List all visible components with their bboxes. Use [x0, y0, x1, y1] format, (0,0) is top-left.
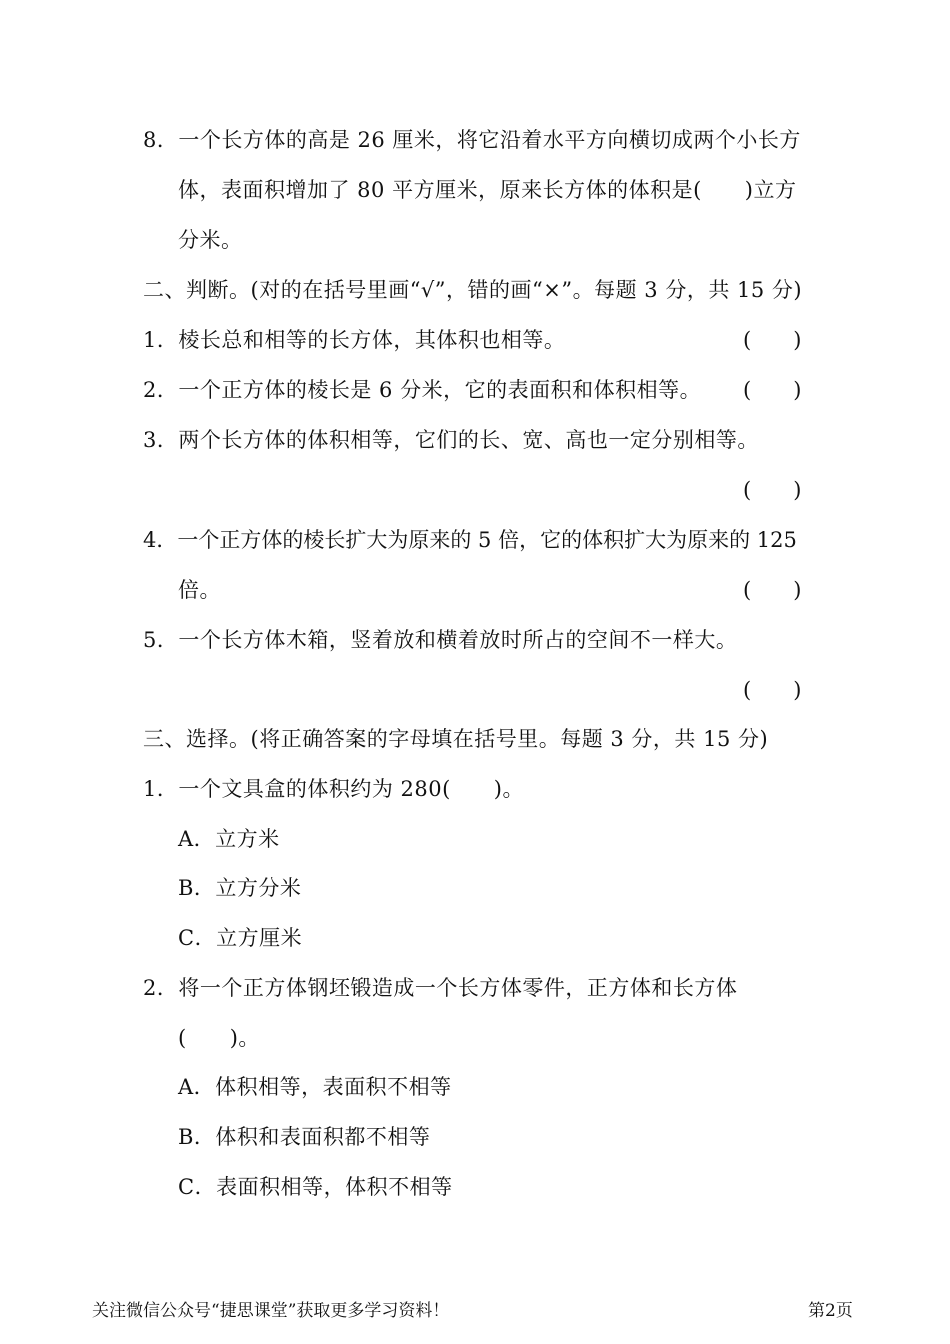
judge-item-2: 2．一个正方体的棱长是 6 分米，它的表面积和体积相等。: [143, 378, 702, 402]
answer-paren-1[interactable]: ( ): [743, 328, 802, 352]
judge-item-3: 3．两个长方体的体积相等，它们的长、宽、高也一定分别相等。: [143, 428, 759, 452]
page-number: 第2页: [808, 1301, 853, 1321]
answer-paren-3[interactable]: ( ): [743, 478, 802, 502]
choice-q1-option-c[interactable]: C．立方厘米: [178, 926, 303, 950]
answer-paren-4[interactable]: ( ): [743, 578, 802, 602]
judge-item-4-cont: 倍。: [178, 578, 221, 602]
choice-q2-option-a[interactable]: A．体积相等，表面积不相等: [178, 1075, 452, 1099]
section2-heading: 二、判断。(对的在括号里画“√”，错的画“×”。每题 3 分，共 15 分): [143, 278, 803, 302]
answer-paren-5[interactable]: ( ): [743, 678, 802, 702]
choice-q2-option-b[interactable]: B．体积和表面积都不相等: [178, 1125, 431, 1149]
choice-q1-option-b[interactable]: B．立方分米: [178, 876, 302, 900]
section3-heading: 三、选择。(将正确答案的字母填在括号里。每题 3 分，共 15 分): [143, 727, 769, 751]
judge-item-1: 1．棱长总和相等的长方体，其体积也相等。: [143, 328, 566, 352]
choice-q2-stem: 2．将一个正方体钢坯锻造成一个长方体零件，正方体和长方体: [143, 976, 738, 1000]
choice-q1-stem: 1．一个文具盒的体积约为 280( )。: [143, 777, 525, 801]
judge-item-4: 4．一个正方体的棱长扩大为原来的 5 倍，它的体积扩大为原来的 125: [143, 528, 797, 552]
choice-q2-stem-cont: ( )。: [178, 1026, 260, 1050]
choice-q1-option-a[interactable]: A．立方米: [178, 827, 280, 851]
q8-line-3: 分米。: [178, 228, 243, 252]
judge-item-5: 5．一个长方体木箱，竖着放和横着放时所占的空间不一样大。: [143, 628, 738, 652]
q8-line-2: 体，表面积增加了 80 平方厘米，原来长方体的体积是( )立方: [178, 178, 797, 202]
footer-promo: 关注微信公众号“捷思课堂”获取更多学习资料！: [92, 1301, 450, 1321]
choice-q2-option-c[interactable]: C．表面积相等，体积不相等: [178, 1175, 453, 1199]
answer-paren-2[interactable]: ( ): [743, 378, 802, 402]
q8-line-1: 8．一个长方体的高是 26 厘米，将它沿着水平方向横切成两个小长方: [143, 128, 801, 152]
